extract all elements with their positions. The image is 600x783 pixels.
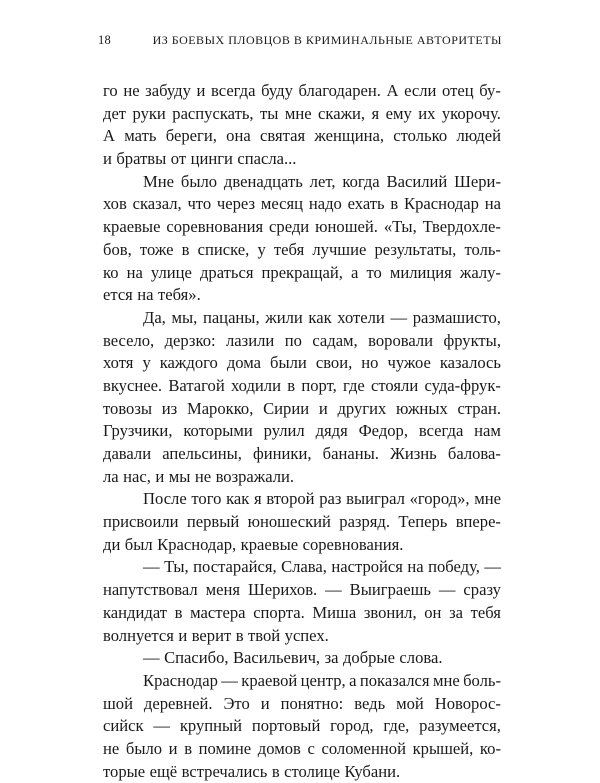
word: ему <box>385 103 412 123</box>
word: через <box>216 194 256 214</box>
text-line <box>103 375 501 398</box>
text-line <box>103 715 501 738</box>
word: столице <box>284 761 341 781</box>
text-line <box>103 761 501 783</box>
word: кандидат <box>103 602 168 622</box>
word: на <box>126 262 143 282</box>
word: финики, <box>253 444 312 463</box>
word: того <box>191 489 222 509</box>
word: ди <box>103 534 121 554</box>
word: Теперь <box>398 512 448 532</box>
word: размашисто, <box>412 307 501 327</box>
word: ла <box>103 466 119 486</box>
running-title: ИЗ БОЕВЫХ ПЛОВЦОВ В КРИМИНАЛЬНЫЕ АВТОРИТЕТЫ <box>152 33 502 47</box>
word: Краснодар, <box>157 534 237 554</box>
word: Шерихов. <box>247 580 318 600</box>
page-number: 18 <box>98 33 112 47</box>
word: соревнования. <box>302 534 404 554</box>
word: меня <box>205 580 241 600</box>
word: лазили <box>226 330 275 350</box>
word: «город», <box>409 489 470 509</box>
word: бов, <box>103 239 132 259</box>
word: отец <box>442 81 474 100</box>
word: тебя <box>470 602 501 622</box>
word: на <box>137 285 154 305</box>
word: слова. <box>399 648 443 668</box>
word: А <box>103 126 115 146</box>
word: хотели <box>337 307 385 327</box>
word: у <box>257 239 266 259</box>
word: милиция <box>389 262 452 282</box>
word: списке, <box>197 239 250 259</box>
text-line <box>103 193 501 216</box>
word: он <box>424 602 442 622</box>
word: настройся <box>331 557 403 577</box>
word: балова- <box>447 444 501 463</box>
word: краевой <box>241 670 298 690</box>
text-line <box>103 511 501 534</box>
text-line <box>103 738 501 761</box>
word: дядя <box>315 421 348 441</box>
word: в <box>235 625 244 645</box>
word: и <box>318 398 328 418</box>
word: юношей. <box>315 217 378 237</box>
word: показался <box>359 670 430 690</box>
word: Ватагой <box>168 375 225 395</box>
word: возражали. <box>215 466 295 486</box>
text-line <box>103 443 501 466</box>
word: надо <box>308 194 342 214</box>
word: твой <box>248 625 281 645</box>
word: ходили <box>231 375 281 395</box>
word: и <box>103 149 112 169</box>
word: мы <box>168 466 191 486</box>
word: каждого <box>159 353 218 373</box>
word: как <box>226 489 250 509</box>
word: — <box>390 307 408 327</box>
word: разряд. <box>339 512 391 532</box>
word: лучшие <box>312 239 367 259</box>
word: постарайся, <box>193 557 277 577</box>
word: второй <box>266 489 315 509</box>
word: женщина, <box>314 126 384 146</box>
text-line <box>103 466 501 489</box>
word: Слава, <box>281 557 327 577</box>
word: когда <box>342 171 380 191</box>
word: что <box>187 194 212 214</box>
word: мать <box>124 126 157 146</box>
word: за <box>324 648 339 668</box>
word: Новорос- <box>434 693 501 713</box>
text-line <box>103 352 501 375</box>
word: Да, <box>143 307 166 327</box>
text-line <box>103 488 501 511</box>
word: центр, <box>300 670 346 690</box>
word: тебя <box>273 239 305 259</box>
word: боль- <box>463 670 501 690</box>
word: — <box>153 716 170 736</box>
word: Грузчики, <box>103 421 173 441</box>
word: соревнования <box>166 217 264 237</box>
word: за <box>449 602 463 622</box>
word: Сирии <box>263 398 310 418</box>
word: их <box>418 103 436 123</box>
word: выиграл <box>346 489 405 509</box>
word: Это <box>223 693 250 713</box>
word: встречались <box>181 761 268 781</box>
word: Жизнь <box>390 444 437 463</box>
word: улице <box>150 262 192 282</box>
word: благодарен. <box>298 81 381 100</box>
word: пацаны, <box>202 307 260 327</box>
word: — <box>143 648 160 668</box>
word: — <box>438 580 456 600</box>
word: на <box>484 194 501 214</box>
word: Твердохле- <box>422 217 501 237</box>
word: скажи, <box>318 103 366 123</box>
text-line <box>103 284 501 307</box>
word: успех. <box>284 625 329 645</box>
word: если <box>404 81 437 100</box>
word: крышей, <box>412 738 474 758</box>
word: апельсины, <box>162 444 242 463</box>
word: двенадцать <box>223 171 303 191</box>
text-line <box>103 602 501 625</box>
word: в <box>390 194 399 214</box>
word: крупный <box>179 716 243 736</box>
word: краевые <box>240 534 299 554</box>
word: лет, <box>309 171 336 191</box>
word: сийск <box>103 716 144 736</box>
word: мы, <box>171 307 198 327</box>
word: Василий <box>386 171 448 191</box>
text-line <box>103 556 501 579</box>
word: мастера <box>190 602 246 622</box>
word: добрые <box>342 648 395 668</box>
word: рулил <box>263 421 305 441</box>
word: и <box>155 466 165 486</box>
text-line <box>103 103 501 126</box>
word: впере- <box>455 512 501 532</box>
word: нам <box>474 421 501 441</box>
word: домов <box>257 738 301 758</box>
word: толь- <box>464 239 501 259</box>
word: бананы. <box>322 444 379 463</box>
word: мне <box>284 103 312 123</box>
word: понятно: <box>280 693 344 713</box>
word: торые <box>103 761 146 781</box>
word: был <box>124 534 153 554</box>
word: Миша <box>312 602 357 622</box>
word: спасла... <box>237 149 297 169</box>
word: как <box>308 307 332 327</box>
word: всегда <box>211 81 256 100</box>
word: у <box>142 353 151 373</box>
word: жалу- <box>459 262 501 282</box>
text-line <box>103 80 501 103</box>
word: волнуется <box>103 625 174 645</box>
word: А <box>386 81 399 100</box>
word: забуду <box>145 81 191 100</box>
word: юношеский <box>247 512 331 532</box>
word: в <box>271 761 280 781</box>
word: разумеется, <box>419 716 501 736</box>
word: деревней. <box>143 693 213 713</box>
text-line <box>103 398 501 421</box>
word: шой <box>103 693 133 713</box>
word: вкуснее. <box>103 375 163 395</box>
word: в <box>174 602 183 622</box>
word: Васильевич, <box>232 648 321 668</box>
word: стран. <box>457 398 501 418</box>
word: она <box>226 126 251 146</box>
word: в <box>287 375 296 395</box>
word: садам, <box>312 330 358 350</box>
word: чужое <box>387 353 431 373</box>
word: столько <box>393 126 448 146</box>
word: хотя <box>103 353 134 373</box>
word: давали <box>103 444 152 463</box>
word: а <box>351 262 359 282</box>
word: го <box>103 81 118 100</box>
word: и <box>196 81 206 100</box>
word: ехать <box>347 194 385 214</box>
text-line <box>103 262 501 285</box>
word: и <box>178 625 188 645</box>
text-line <box>103 307 501 330</box>
word: сказал, <box>132 194 182 214</box>
word: дома <box>226 353 262 373</box>
word: а <box>349 670 357 690</box>
word: помине <box>198 738 252 758</box>
word: то <box>366 262 382 282</box>
word: мне <box>474 489 501 509</box>
word: не <box>194 466 212 486</box>
word: сразу <box>463 580 501 600</box>
word: тебя». <box>158 285 201 305</box>
word: по <box>284 330 302 350</box>
word: от <box>170 149 187 169</box>
word: краевые <box>103 217 161 237</box>
word: соломенной <box>321 738 406 758</box>
word: драться <box>199 262 254 282</box>
text-line <box>103 420 501 443</box>
word: не <box>103 738 120 758</box>
text-line <box>103 216 501 239</box>
word: было <box>180 171 218 191</box>
word: укорочу. <box>441 103 501 123</box>
word: результаты, <box>374 239 457 259</box>
word: Выиграешь <box>349 580 431 600</box>
word: всегда <box>418 421 464 441</box>
word: мне <box>432 670 460 690</box>
word: Шери- <box>454 171 501 191</box>
word: тоже <box>139 239 174 259</box>
word: Марокко, <box>186 398 254 418</box>
word: я <box>371 103 380 123</box>
text-line <box>103 625 501 648</box>
word: Федор, <box>358 421 409 441</box>
word: не <box>123 81 140 100</box>
word: и <box>168 738 178 758</box>
word: святая <box>260 126 306 146</box>
word: Краснодар <box>404 194 479 214</box>
word: но <box>361 353 379 373</box>
word: ведь <box>354 693 386 713</box>
word: жили <box>265 307 303 327</box>
word: которыми <box>183 421 253 441</box>
word: других <box>337 398 387 418</box>
word: дерзко: <box>164 330 216 350</box>
word: были <box>270 353 307 373</box>
word: весело, <box>103 330 155 350</box>
word: присвоили <box>103 512 179 532</box>
word: Спасибо, <box>164 648 229 668</box>
word: людей <box>456 126 501 146</box>
word: мой <box>396 693 424 713</box>
text-line <box>103 239 501 262</box>
word: напутствовал <box>103 580 198 600</box>
word: ещё <box>149 761 178 781</box>
word: бу- <box>479 81 501 100</box>
word: город, <box>330 716 374 736</box>
word: где, <box>383 716 410 736</box>
word: звонил, <box>363 602 417 622</box>
word: из <box>161 398 178 418</box>
word: южных <box>395 398 448 418</box>
word: спорта. <box>253 602 305 622</box>
word: ко <box>103 262 119 282</box>
word: раз <box>319 489 342 509</box>
text-line <box>103 534 501 557</box>
word: цинги <box>190 149 233 169</box>
text-line <box>103 148 501 171</box>
word: нас, <box>123 466 151 486</box>
word: береги, <box>165 126 217 146</box>
word: Краснодар <box>143 670 218 690</box>
word: на <box>407 557 424 577</box>
word: хов <box>103 194 127 214</box>
text-line <box>103 125 501 148</box>
word: свои, <box>315 353 353 373</box>
word: дет <box>103 103 127 123</box>
word: верит <box>191 625 232 645</box>
running-head <box>98 33 502 51</box>
word: портовый <box>251 716 321 736</box>
word: — <box>325 580 342 600</box>
text-line <box>103 670 501 693</box>
word: в <box>181 239 190 259</box>
text-line <box>103 647 501 670</box>
word: Кубани. <box>344 761 401 781</box>
word: ты <box>260 103 279 123</box>
word: победу, <box>428 557 480 577</box>
word: суда-фрук- <box>424 375 501 395</box>
word: где <box>342 375 365 395</box>
word: — <box>221 670 238 690</box>
word: товозы <box>103 398 153 418</box>
word: прекращай, <box>261 262 343 282</box>
word: ко- <box>479 738 501 758</box>
text-line <box>103 579 501 602</box>
word: воровали <box>368 330 434 350</box>
word: Ты, <box>164 557 189 577</box>
word: «Ты, <box>383 217 417 237</box>
word: казалось <box>439 353 501 373</box>
text-line <box>103 693 501 716</box>
word: было <box>125 738 163 758</box>
word: стояли <box>371 375 419 395</box>
word: среди <box>269 217 310 237</box>
word: фрукты, <box>443 330 501 350</box>
word: порт, <box>301 375 337 395</box>
word: месяц <box>260 194 304 214</box>
word: — <box>484 557 501 577</box>
word: и <box>260 693 270 713</box>
word: братвы <box>116 149 167 169</box>
word: я <box>254 489 262 509</box>
word: руки <box>132 103 166 123</box>
word: Мне <box>143 171 174 191</box>
word: ется <box>103 285 133 305</box>
word: первый <box>186 512 240 532</box>
word: с <box>307 738 315 758</box>
word: в <box>184 738 193 758</box>
text-line <box>103 171 501 194</box>
text-line <box>103 330 501 353</box>
word: После <box>143 489 187 509</box>
word: — <box>143 557 160 577</box>
word: распускать, <box>172 103 254 123</box>
word: буду <box>261 81 293 100</box>
body-text <box>103 80 501 783</box>
